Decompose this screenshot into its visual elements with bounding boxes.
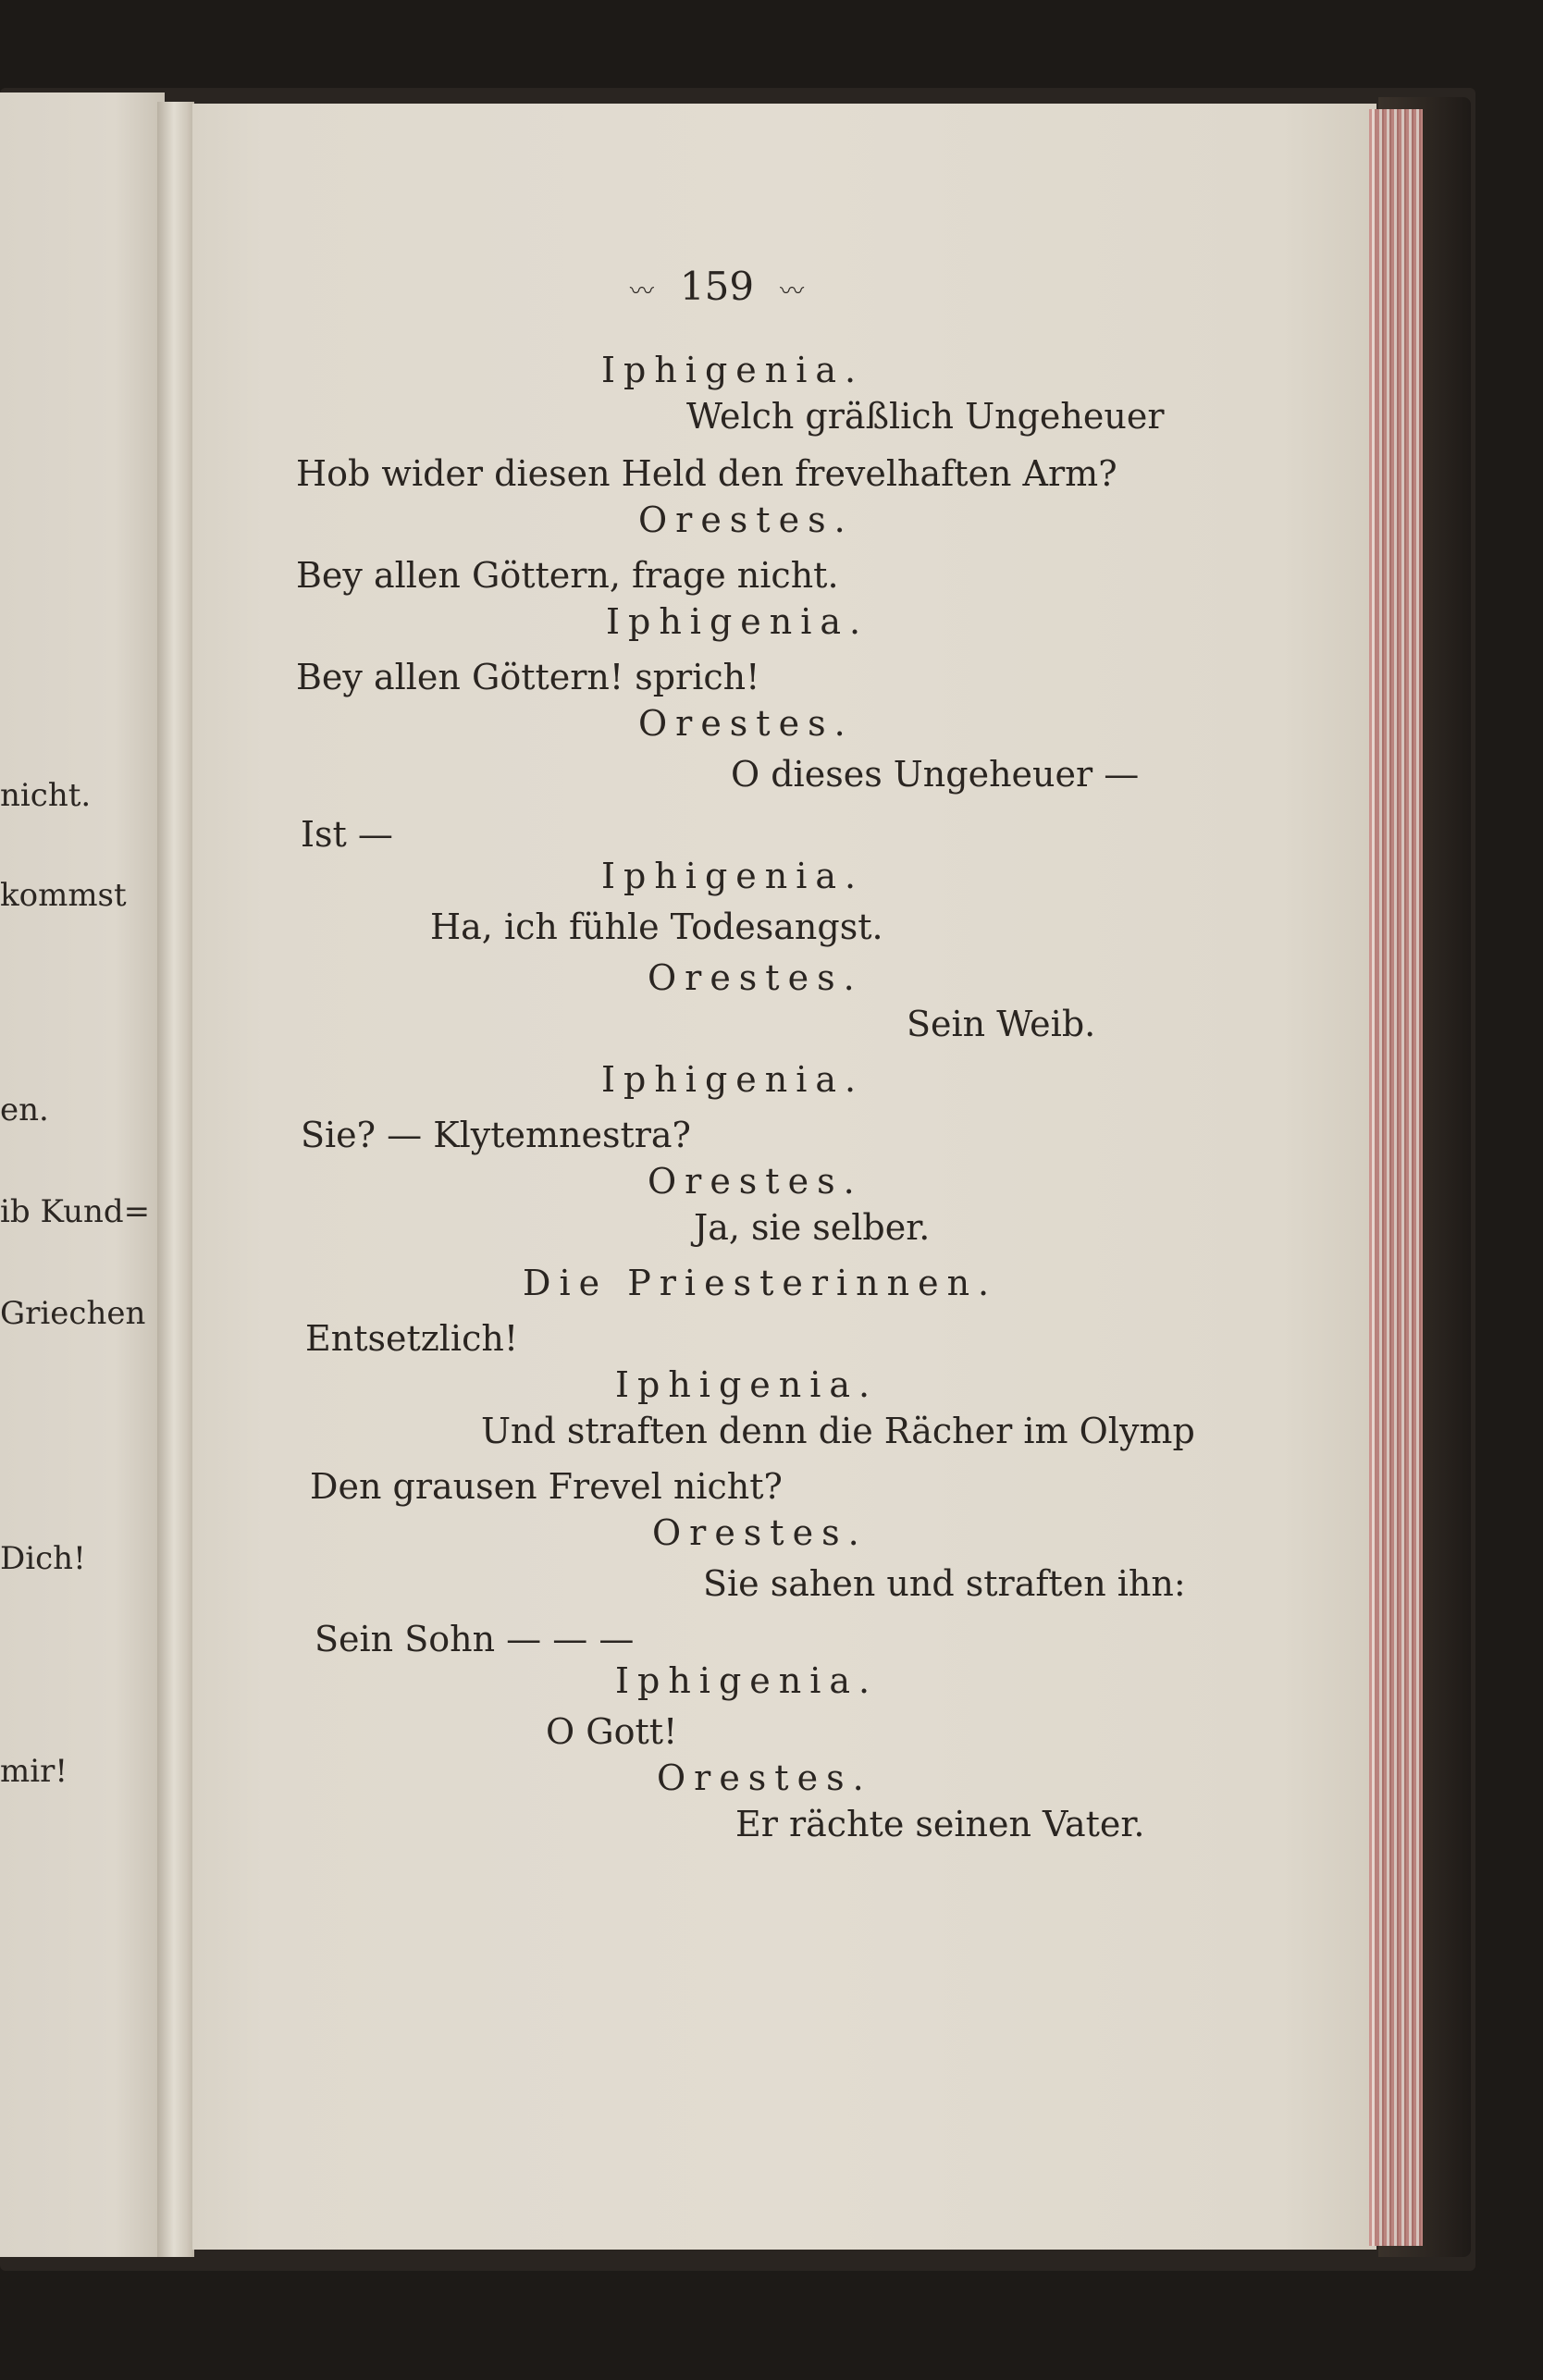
left-page-fragment: nicht. xyxy=(0,777,92,814)
speaker-label: Orestes. xyxy=(638,499,854,540)
left-page-fragment: Dich! xyxy=(0,1540,86,1577)
verse-line: Ja, sie selber. xyxy=(694,1207,931,1248)
verse-line: Ha, ich fühle Todesangst. xyxy=(430,906,883,947)
stage-speaker: Die Priesterinnen. xyxy=(523,1263,998,1303)
speaker-label: Iphigenia. xyxy=(601,350,865,390)
speaker-label: Orestes. xyxy=(638,703,854,744)
verse-line: Und straften denn die Rächer im Olymp xyxy=(481,1411,1195,1451)
left-page-fragment: kommst xyxy=(0,877,127,914)
speaker-label: Iphigenia. xyxy=(601,1059,865,1100)
verse-line: O dieses Ungeheuer — xyxy=(731,754,1140,795)
speaker-label: Orestes. xyxy=(652,1512,868,1553)
verse-line: Bey allen Göttern! sprich! xyxy=(296,657,760,697)
verse-line: Sein Sohn — — — xyxy=(315,1619,635,1659)
verse-line: Entsetzlich! xyxy=(305,1318,519,1359)
verse-line: Hob wider diesen Held den frevelhaften Arm? xyxy=(296,453,1117,494)
speaker-label: Iphigenia. xyxy=(601,856,865,896)
speaker-label: Iphigenia. xyxy=(615,1660,879,1701)
left-page-fragment: mir! xyxy=(0,1753,68,1790)
verse-line: Er rächte seinen Vater. xyxy=(735,1804,1145,1844)
verse-line: Sein Weib. xyxy=(907,1004,1096,1044)
verse-line: Sie sahen und straften ihn: xyxy=(703,1563,1186,1604)
ornament-right: 〰 xyxy=(780,277,805,306)
speaker-label: Iphigenia. xyxy=(606,601,870,642)
verse-line: Welch gräßlich Ungeheuer xyxy=(686,396,1165,437)
verse-line: Bey allen Göttern, frage nicht. xyxy=(296,555,839,596)
page-number-header xyxy=(592,264,842,309)
verse-line: O Gott! xyxy=(546,1711,678,1752)
left-page-fragment: ib Kund= xyxy=(0,1193,151,1230)
left-page xyxy=(0,92,165,2257)
left-page-fragment: en. xyxy=(0,1091,49,1128)
page-number: 159 xyxy=(679,264,755,309)
speaker-label: Orestes. xyxy=(657,1757,872,1798)
verse-line: Sie? — Klytemnestra? xyxy=(301,1115,691,1155)
ornament-left: 〰 xyxy=(629,277,654,306)
page-edges xyxy=(1369,109,1423,2246)
verse-line: Ist — xyxy=(301,814,393,855)
speaker-label: Orestes. xyxy=(648,1161,863,1202)
speaker-label: Orestes. xyxy=(648,957,863,998)
verse-line: Den grausen Frevel nicht? xyxy=(310,1466,783,1507)
left-page-fragment: Griechen xyxy=(0,1295,146,1332)
speaker-label: Iphigenia. xyxy=(615,1364,879,1405)
book-gutter xyxy=(157,102,194,2257)
